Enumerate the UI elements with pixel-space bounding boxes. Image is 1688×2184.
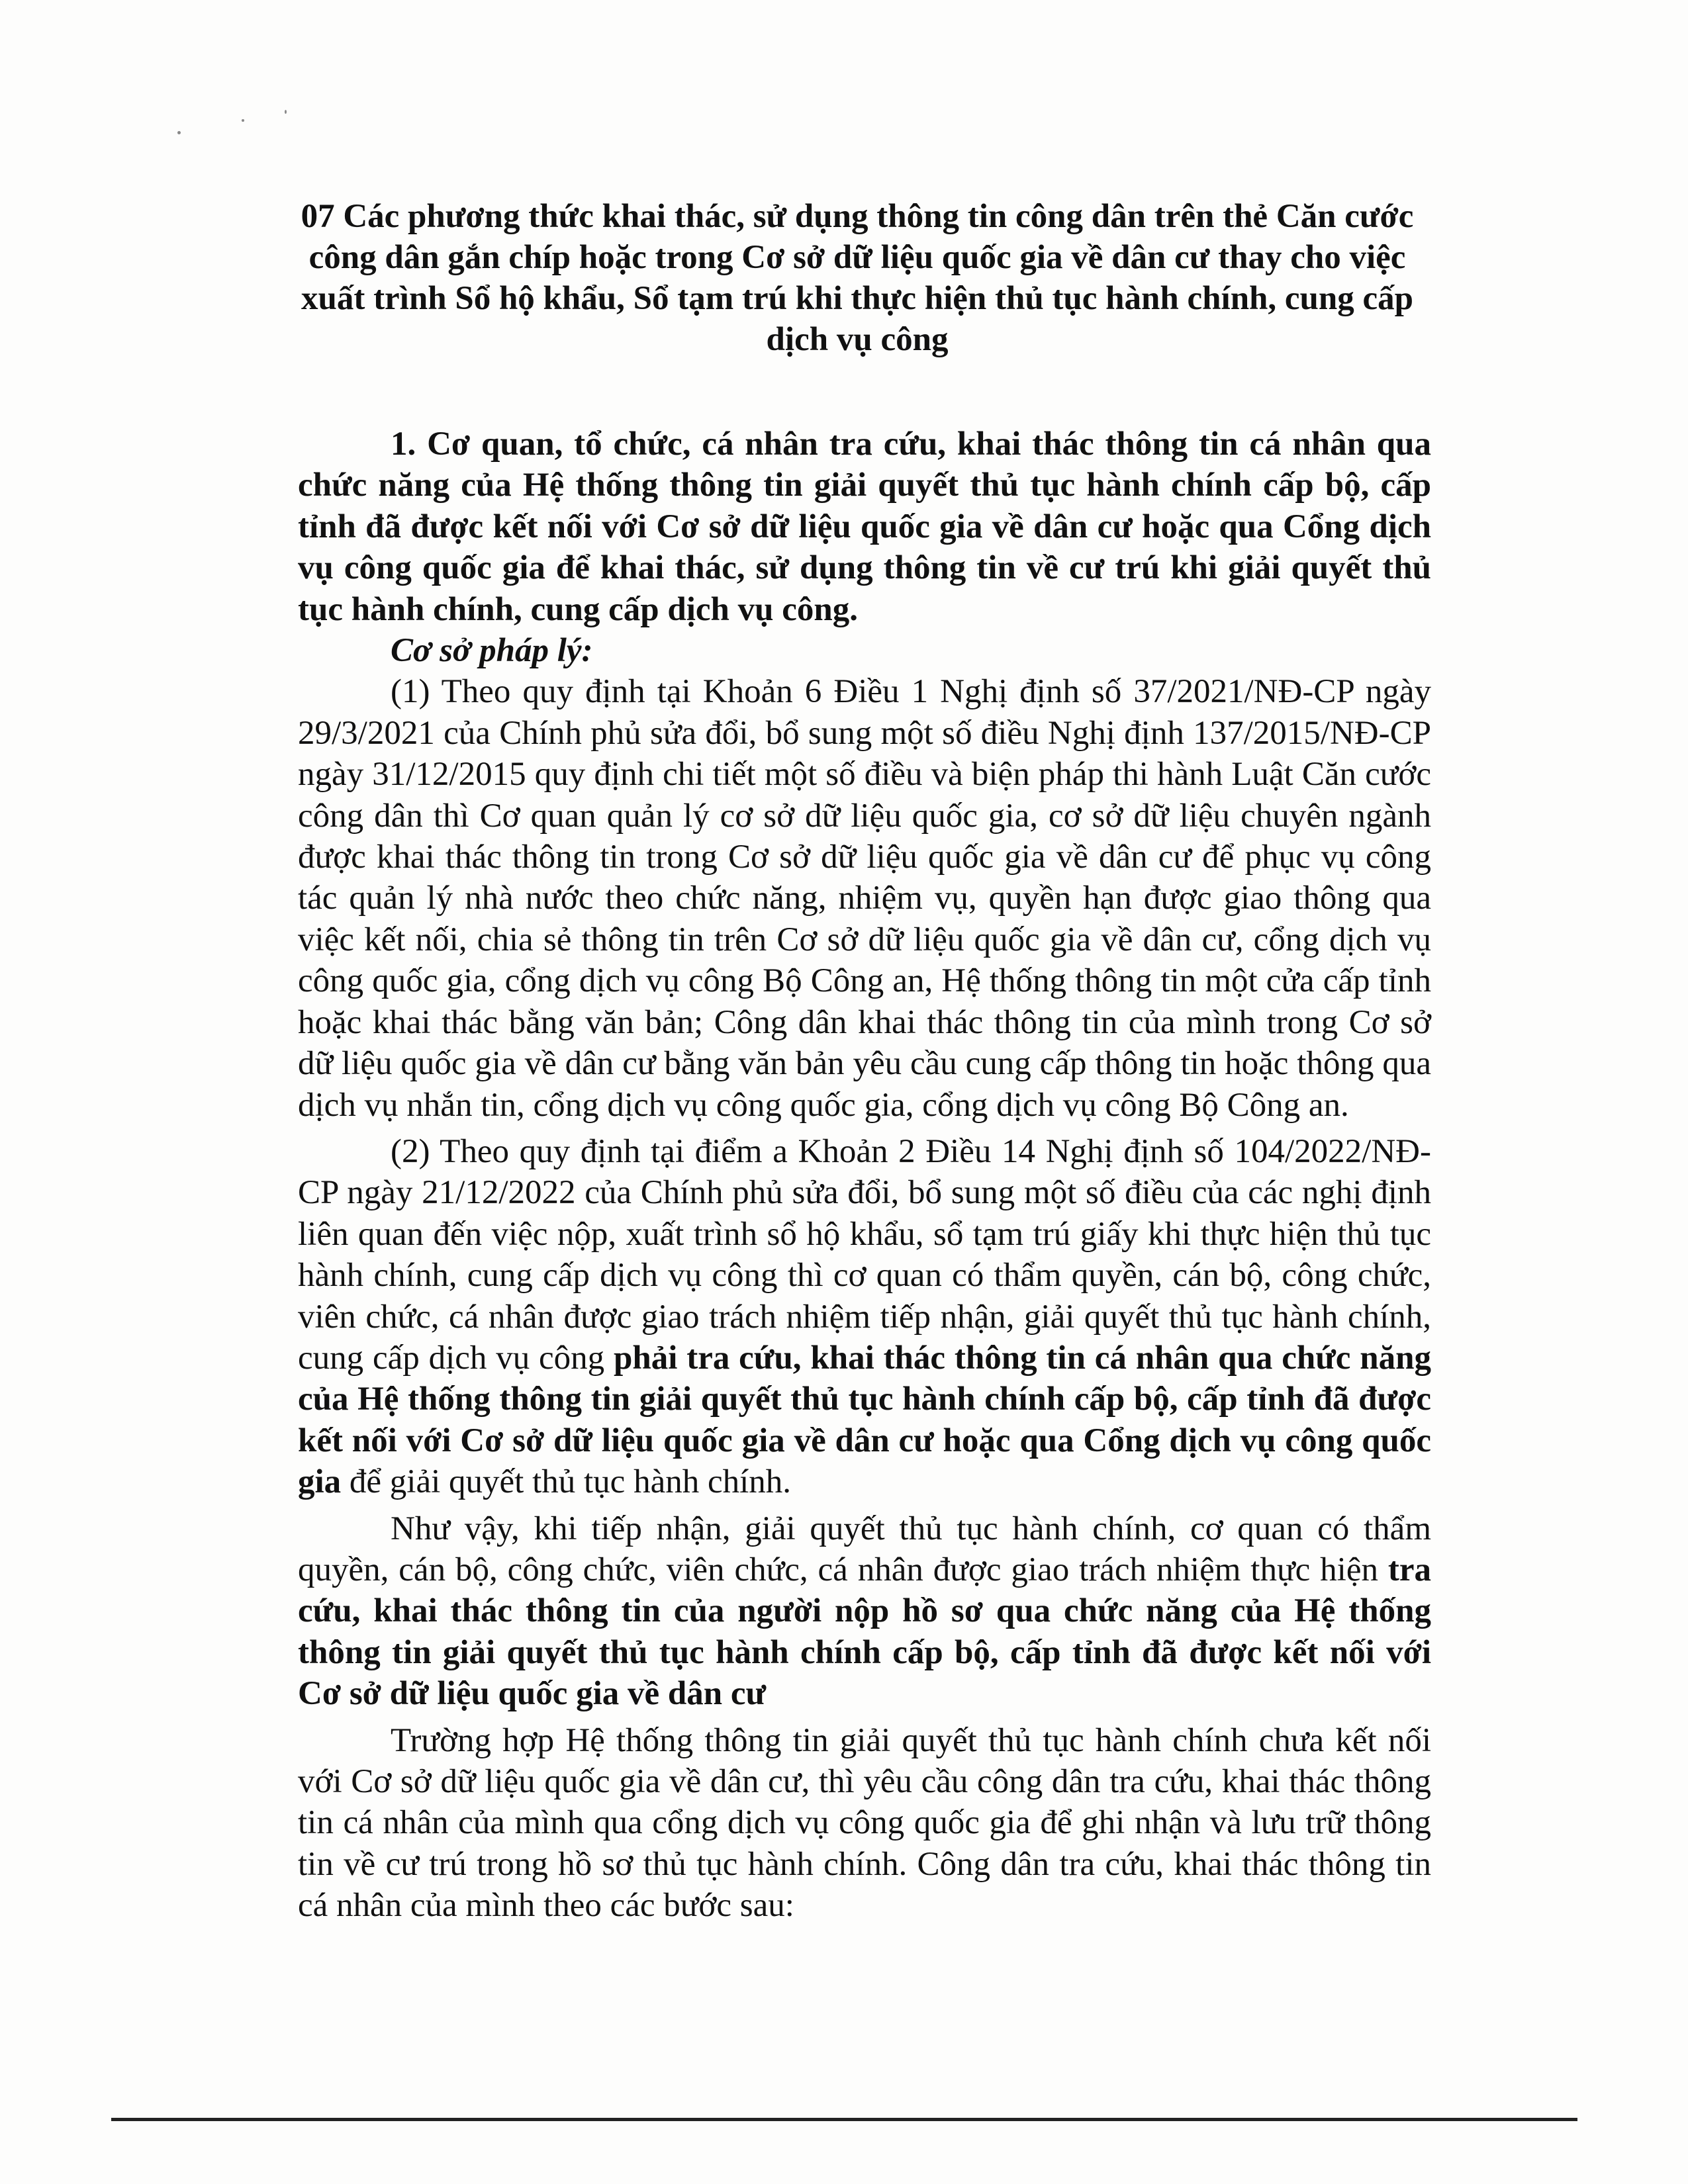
section-heading: 1. Cơ quan, tổ chức, cá nhân tra cứu, khai thác thông tin cá nhân qua chức năng của Hệ thống thông tin giải quyết thủ tục hành chính cấp bộ, cấp tỉnh đã được kết nối với Cơ sở dữ liệu quốc gia về dân cư hoặc qua Cổng dịch vụ công quốc gia để khai thác, sử dụng thông tin về cư trú khi giải quyết thủ tục hành chính, cung cấp dịch vụ công. <box>298 426 1431 628</box>
scan-speck <box>285 110 287 114</box>
paragraph-2-end: để giải quyết thủ tục hành chính. <box>341 1463 792 1501</box>
scan-speck <box>177 131 181 134</box>
paragraph-2-bold: phải tra cứu, khai thác thông tin cá nhân qua chức năng của Hệ thống thông tin giải quyết thủ tục hành chính cấp bộ, cấp tỉnh đã được kết nối với Cơ sở dữ liệu quốc gia về dân cư hoặc qua Cổng dịch vụ công quốc gia <box>298 1339 1432 1501</box>
document-title: 07 Các phương thức khai thác, sử dụng thông tin công dân trên thẻ Căn cước công dân gắn chíp hoặc trong Cơ sở dữ liệu quốc gia về dân cư thay cho việc xuất trình Sổ hộ khẩu, Sổ tạm trú khi thực hiện thủ tục hành chính, cung cấp dịch vụ công <box>301 198 1414 358</box>
paragraph-4: Trường hợp Hệ thống thông tin giải quyết thủ tục hành chính chưa kết nối với Cơ sở dữ liệu quốc gia về dân cư, thì yêu cầu công dân tra cứu, khai thác thông tin cá nhân của mình qua cổng dịch vụ công quốc gia để ghi nhận và lưu trữ thông tin về cư trú trong hồ sơ thủ tục hành chính. Công dân tra cứu, khai thác thông tin cá nhân của mình theo các bước sau: <box>298 1721 1431 1925</box>
paragraph-3 <box>298 1508 1431 1715</box>
paragraph-1: (1) Theo quy định tại Khoản 6 Điều 1 Nghị định số 37/2021/NĐ-CP ngày 29/3/2021 của Chính phủ sửa đổi, bổ sung một số điều Nghị định 137/2015/NĐ-CP ngày 31/12/2015 quy định chi tiết một số điều và biện pháp thi hành Luật Căn cước công dân thì Cơ quan quản lý cơ sở dữ liệu quốc gia, cơ sở dữ liệu chuyên ngành được khai thác thông tin trong Cơ sở dữ liệu quốc gia về dân cư để phục vụ công tác quản lý nhà nước theo chức năng, nhiệm vụ, quyền hạn được giao thông qua việc kết nối, chia sẻ thông tin trên Cơ sở dữ liệu quốc gia về dân cư, cổng dịch vụ công quốc gia, cổng dịch vụ công Bộ Công an, Hệ thống thông tin một cửa cấp tỉnh hoặc khai thác bằng văn bản; Công dân khai thác thông tin của mình trong Cơ sở dữ liệu quốc gia về dân cư bằng văn bản yêu cầu cung cấp thông tin hoặc thông qua dịch vụ nhắn tin, cổng dịch vụ công quốc gia, cổng dịch vụ công Bộ Công an. <box>298 673 1431 1124</box>
bottom-divider <box>111 2118 1577 2121</box>
scan-speck <box>242 119 244 122</box>
paragraph-3-text: Như vậy, khi tiếp nhận, giải quyết thủ tục hành chính, cơ quan có thẩm quyền, cán bộ, công chức, viên chức, cá nhân được giao trách nhiệm thực hiện <box>298 1510 1431 1588</box>
paragraph-2-text: (2) Theo quy định tại điểm a Khoản 2 Điều 14 Nghị định số 104/2022/NĐ-CP ngày 21/12/2022 của Chính phủ sửa đổi, bổ sung một số điều của các nghị định liên quan đến việc nộp, xuất trình sổ hộ khẩu, sổ tạm trú giấy khi thực hiện thủ tục hành chính, cung cấp dịch vụ công thì cơ quan có thẩm quyền, cán bộ, công chức, viên chức, cá nhân được giao trách nhiệm tiếp nhận, giải quyết thủ tục hành chính, cung cấp dịch vụ công <box>298 1132 1431 1377</box>
paragraph-2 <box>298 1131 1431 1503</box>
legal-basis-label: Cơ sở pháp lý: <box>391 632 593 670</box>
paragraph-3-bold: tra cứu, khai thác thông tin của người nộp hồ sơ qua chức năng của Hệ thống thông tin giải quyết thủ tục hành chính cấp bộ, cấp tỉnh đã được kết nối với Cơ sở dữ liệu quốc gia về dân cư <box>298 1551 1431 1713</box>
document-body <box>298 424 1431 1927</box>
